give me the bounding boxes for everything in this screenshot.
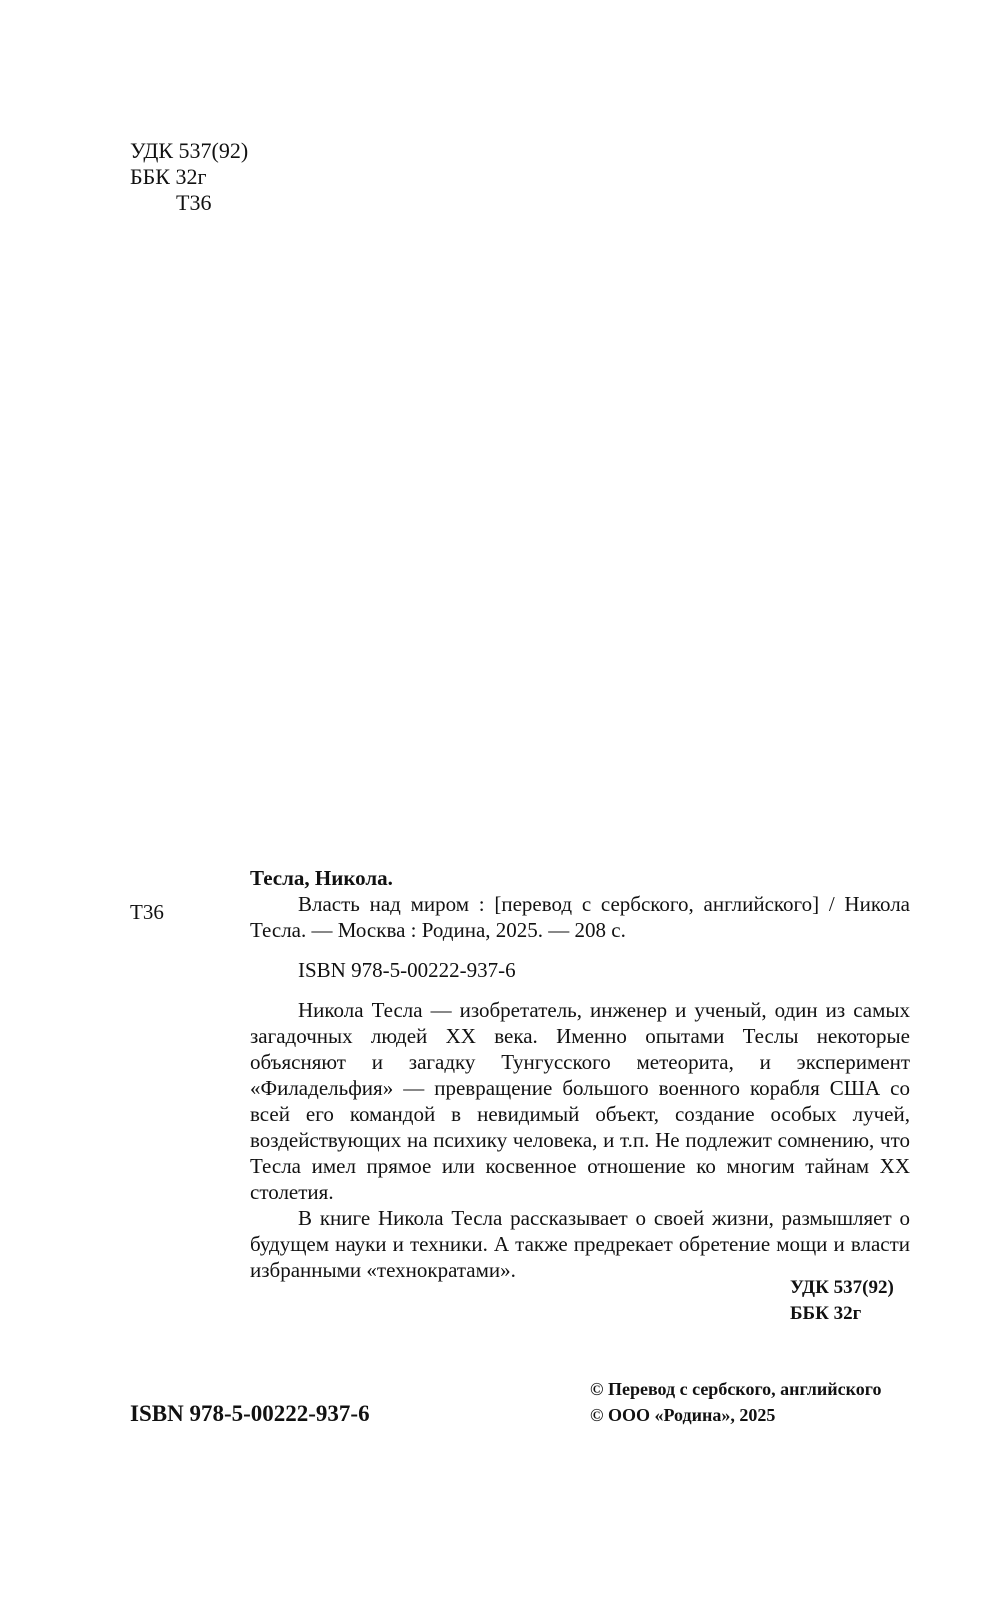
top-author-sign: Т36: [176, 190, 212, 215]
card-body: [250, 865, 910, 1283]
card-udk-code: УДК 537(92): [790, 1277, 894, 1298]
top-classification-block: [130, 138, 248, 216]
top-bbk-code: ББК 32г: [130, 164, 207, 189]
card-bibliographic-entry: Власть над миром : [перевод с сербского, английского] / Никола Тесла. — Москва : Родина, 2025. — 208 с.: [250, 892, 910, 942]
card-isbn: ISBN 978-5-00222-937-6: [298, 958, 516, 982]
annotation-paragraph-2: В книге Никола Тесла рассказывает о своей жизни, размышляет о будущем науки и техники. А также предрекает обретение мощи и власти избранными «технократами».: [250, 1206, 910, 1282]
copyright-block: [590, 1376, 882, 1428]
top-udk-code: УДК 537(92): [130, 138, 249, 163]
annotation-paragraph-1: Никола Тесла — изобретатель, инженер и ученый, один из самых загадочных людей XX века. Именно опытами Теслы некоторые объясняют и загадку Тунгусского метеорита, и эксперимент «Филадельфия» — превращение большого военного корабля США со всей его командой в невидимый объект, создание особых лучей, воздействующих на психику человека, и т.п. Не подлежит сомнению, что Тесла имел прямое или косвенное отношение ко многим тайнам XX столетия.: [250, 998, 910, 1204]
card-author-sign: Т36: [130, 900, 164, 924]
card-heading-author: Тесла, Никола.: [250, 866, 393, 890]
copyright-publisher: © ООО «Родина», 2025: [590, 1405, 776, 1425]
copyright-translation: © Перевод с сербского, английского: [590, 1379, 882, 1399]
card-bbk-code: ББК 32г: [790, 1303, 862, 1324]
footer-isbn: ISBN 978-5-00222-937-6: [130, 1401, 370, 1426]
card-annotation: [250, 997, 910, 1283]
card-classification: [790, 1275, 894, 1327]
